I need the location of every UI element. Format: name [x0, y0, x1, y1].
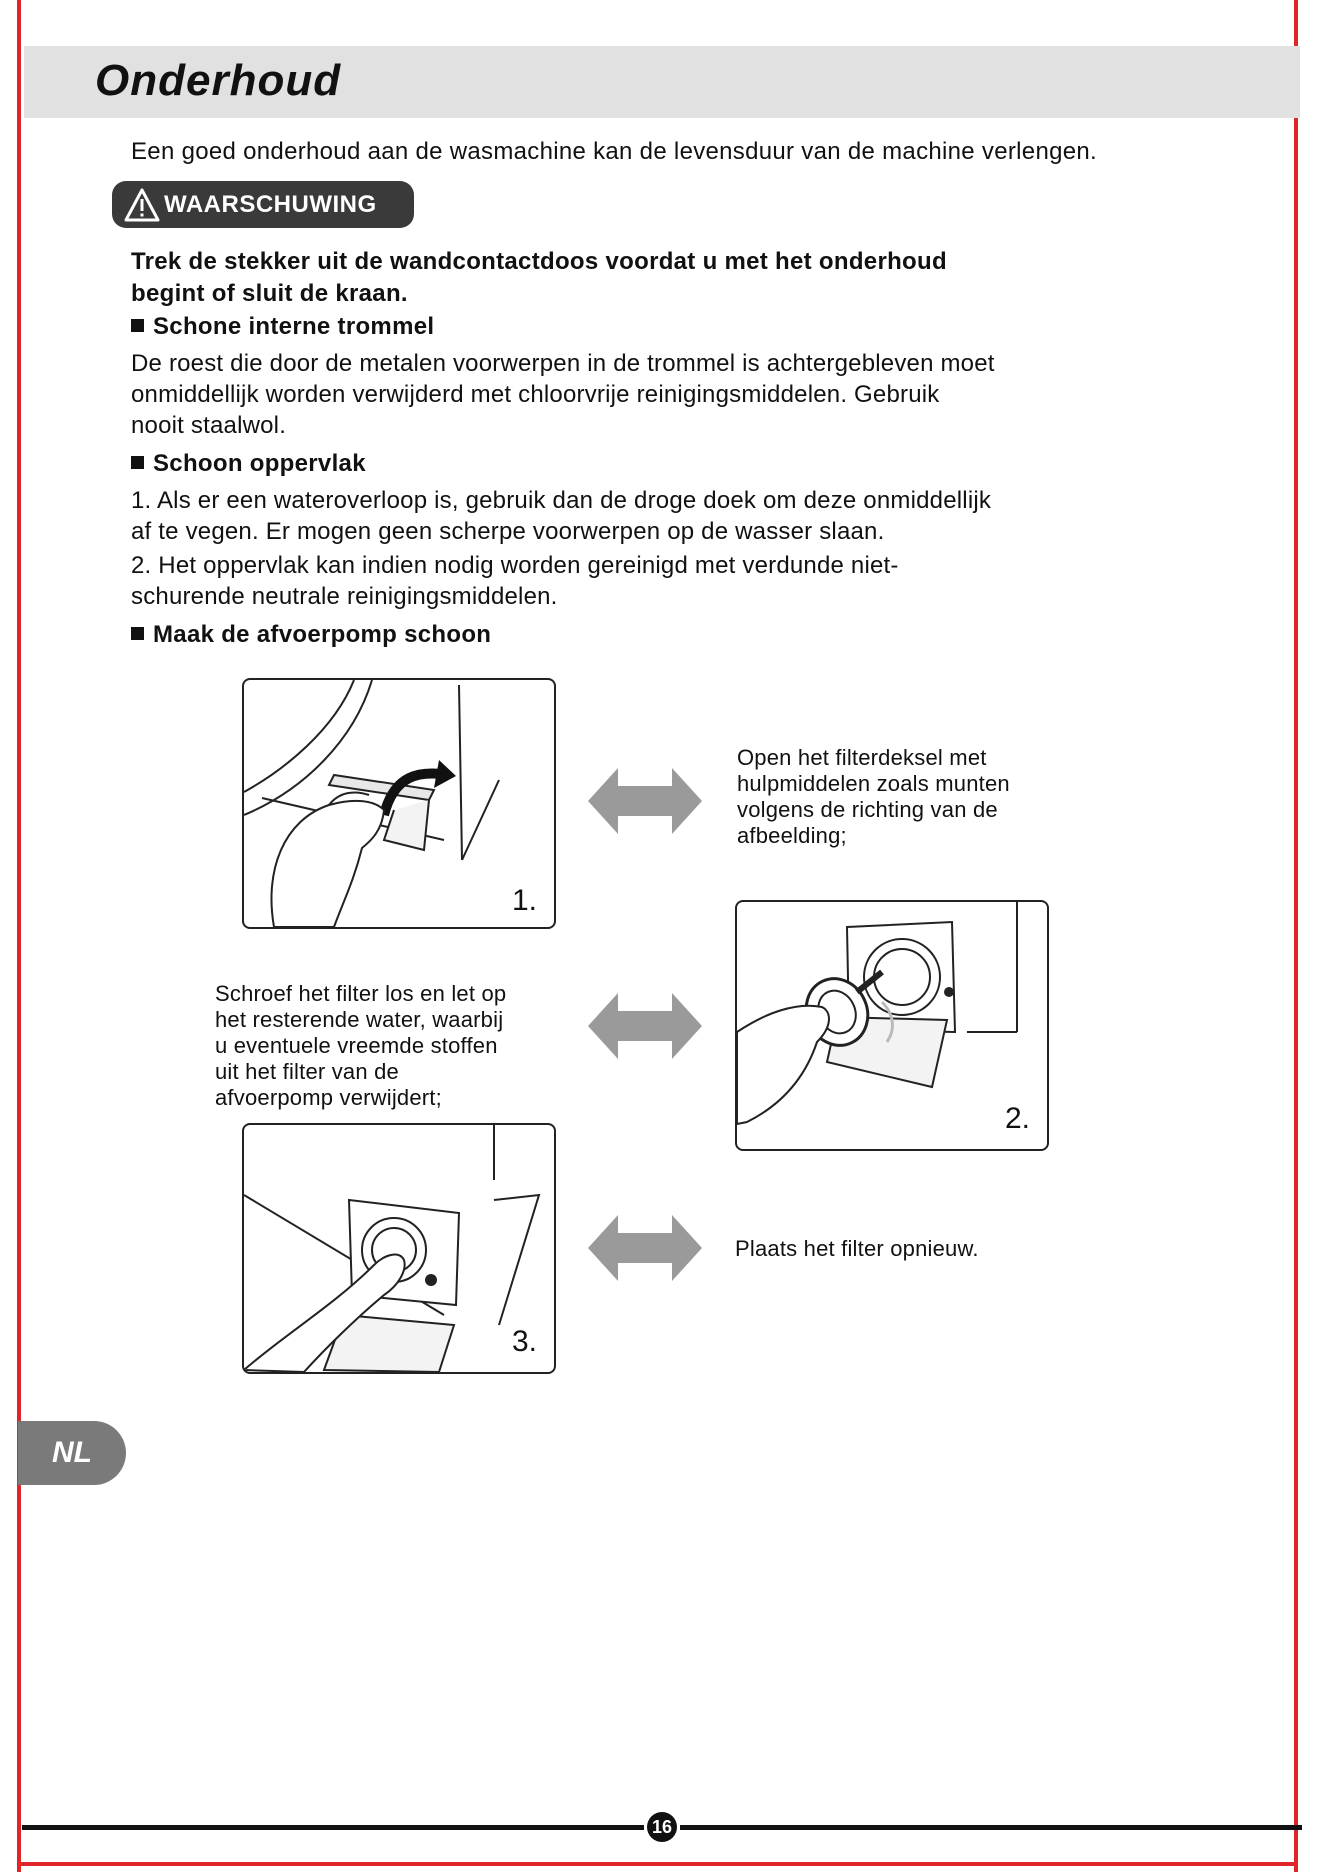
step-3-illustration: [242, 1123, 556, 1374]
caption-line: Schroef het filter los en let op: [215, 981, 507, 1006]
bullet-square-icon: [131, 319, 144, 332]
intro-text: Een goed onderhoud aan de wasmachine kan de levensduur van de machine verlengen.: [131, 138, 1097, 165]
page-title: Onderhoud: [95, 56, 342, 105]
paragraph-line: schurende neutrale reinigingsmiddelen.: [131, 583, 558, 610]
surface-paragraph-2: [131, 550, 1131, 612]
warning-badge: [112, 181, 414, 228]
step-1-illustration: [242, 678, 556, 929]
caption-line: Plaats het filter opnieuw.: [735, 1236, 979, 1261]
right-red-border: [1294, 0, 1298, 1872]
section-heading-drum: [131, 313, 434, 341]
step-2-caption: [215, 981, 506, 1111]
section-heading-pump: [131, 621, 491, 649]
paragraph-line: De roest die door de metalen voorwerpen in de trommel is achtergebleven moet: [131, 350, 995, 377]
caption-line: hulpmiddelen zoals munten: [737, 771, 1010, 796]
step-2-illustration: [735, 900, 1049, 1151]
surface-paragraph-1: [131, 485, 1131, 547]
bullet-square-icon: [131, 456, 144, 469]
caption-line: volgens de richting van de: [737, 797, 998, 822]
page-number: 16: [647, 1812, 677, 1842]
caption-line: afvoerpomp verwijdert;: [215, 1085, 442, 1110]
footer-rule-right: [680, 1825, 1302, 1830]
warning-text: [131, 246, 1111, 310]
double-arrow-icon: [588, 768, 702, 834]
paragraph-line: nooit staalwol.: [131, 412, 287, 439]
step-1-caption: [737, 745, 1010, 849]
filter-cover-open-illustration: [244, 680, 554, 927]
bullet-square-icon: [131, 627, 144, 640]
paragraph-line: 2. Het oppervlak kan indien nodig worden gereinigd met verdunde niet-: [131, 552, 899, 579]
step-number: 1.: [512, 884, 538, 917]
section-heading-surface: [131, 450, 366, 478]
double-arrow-icon: [588, 993, 702, 1059]
step-3-caption: [735, 1236, 979, 1262]
section-heading-label: Schone interne trommel: [153, 313, 435, 340]
footer-rule-left: [22, 1825, 644, 1830]
warning-text-line: Trek de stekker uit de wandcontactdoos voordat u met het onderhoud: [131, 248, 947, 275]
drum-paragraph: [131, 348, 1131, 441]
caption-line: uit het filter van de: [215, 1059, 399, 1084]
bottom-red-border: [17, 1862, 1298, 1866]
language-tab: NL: [18, 1421, 126, 1485]
step-number: 2.: [1005, 1102, 1031, 1135]
section-heading-label: Maak de afvoerpomp schoon: [153, 621, 492, 648]
warning-triangle-icon: [124, 188, 160, 222]
step-number: 3.: [512, 1325, 538, 1358]
warning-label: WAARSCHUWING: [164, 190, 377, 218]
caption-line: het resterende water, waarbij: [215, 1007, 504, 1032]
caption-line: Open het filterdeksel met: [737, 745, 987, 770]
caption-line: afbeelding;: [737, 823, 847, 848]
paragraph-line: 1. Als er een wateroverloop is, gebruik dan de droge doek om deze onmiddellijk: [131, 487, 992, 514]
paragraph-line: onmiddellijk worden verwijderd met chloorvrije reinigingsmiddelen. Gebruik: [131, 381, 940, 408]
caption-line: u eventuele vreemde stoffen: [215, 1033, 498, 1058]
warning-text-line: begint of sluit de kraan.: [131, 280, 408, 307]
paragraph-line: af te vegen. Er mogen geen scherpe voorwerpen op de wasser slaan.: [131, 518, 885, 545]
filter-unscrew-illustration: [737, 902, 1047, 1149]
left-red-border: [17, 0, 21, 1872]
double-arrow-icon: [588, 1215, 702, 1281]
section-heading-label: Schoon oppervlak: [153, 450, 366, 477]
filter-replace-illustration: [244, 1125, 554, 1372]
